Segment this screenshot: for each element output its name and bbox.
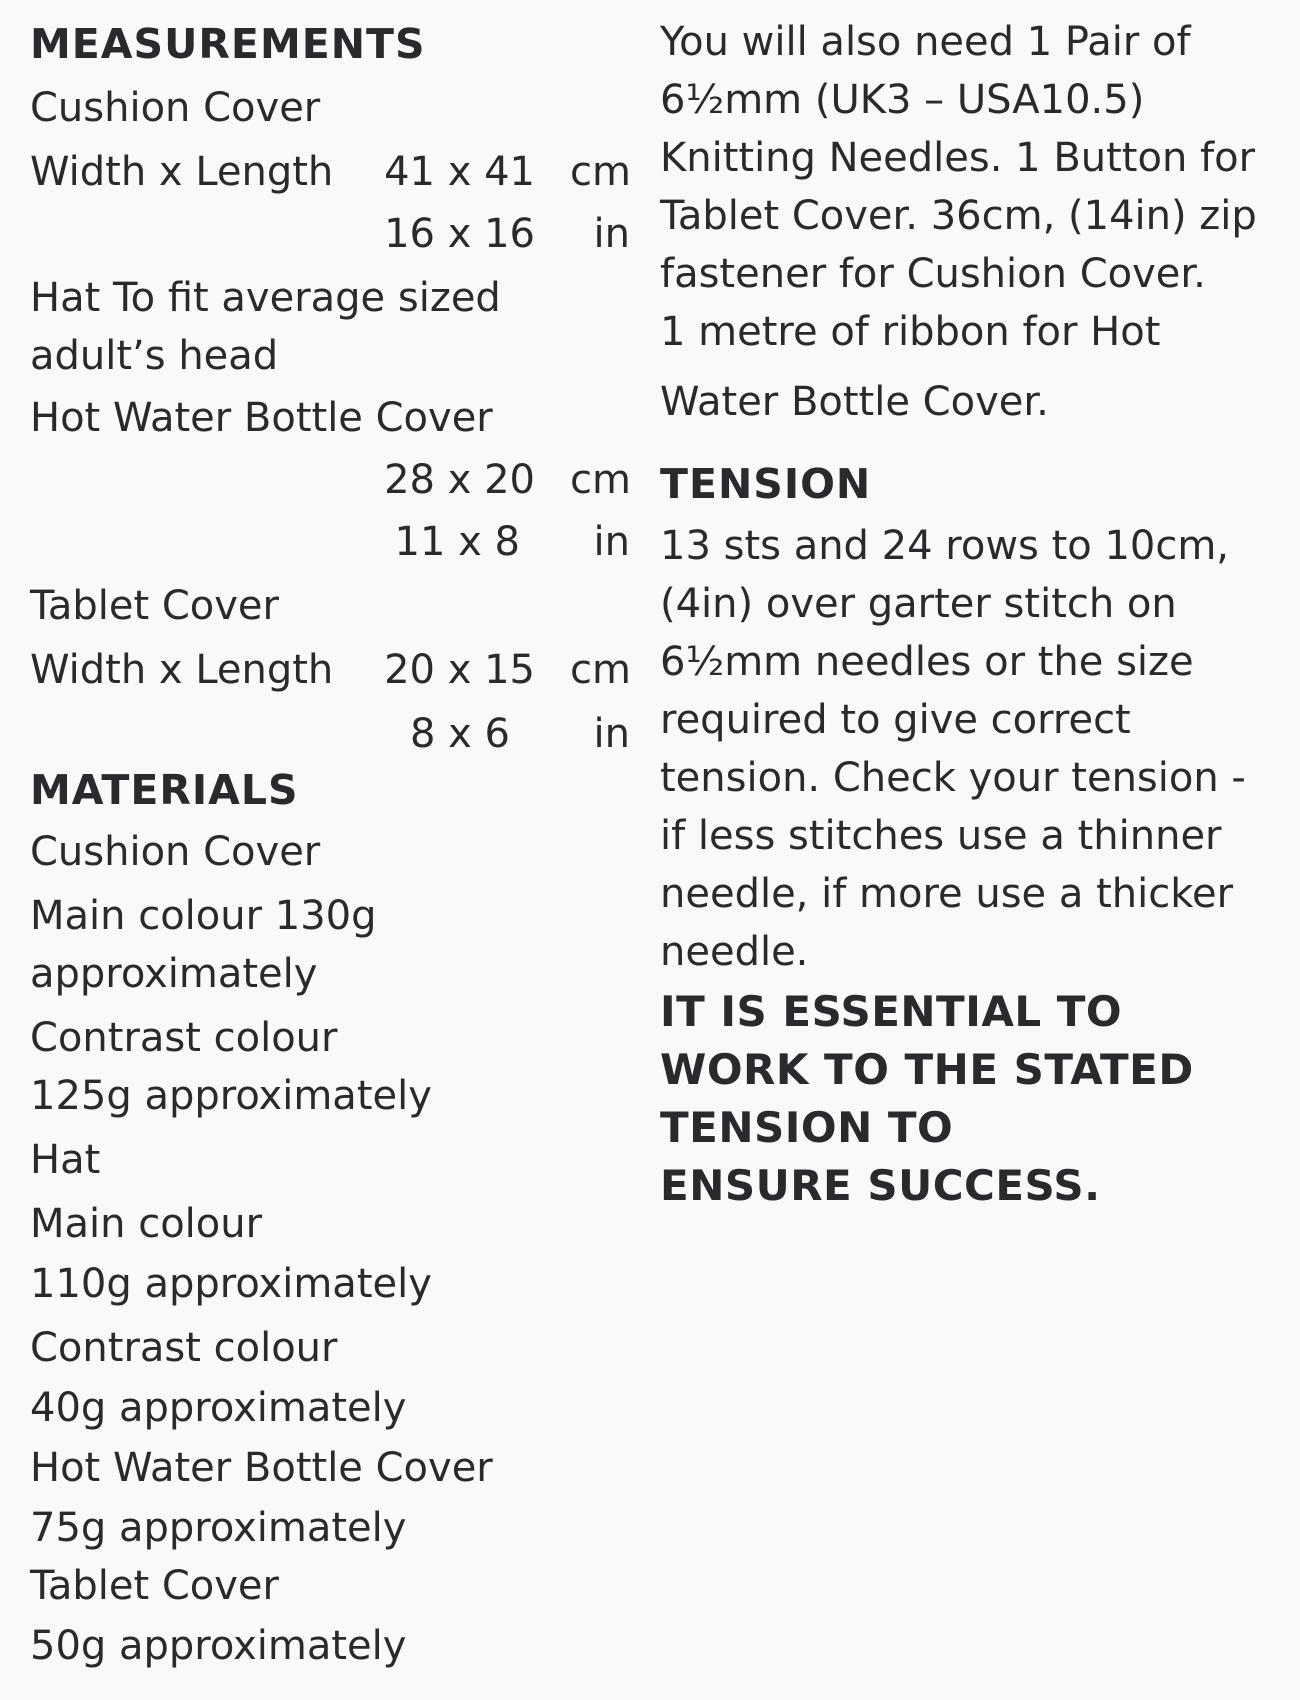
size-value: 20 x 15: [384, 647, 535, 693]
materials-line: Contrast colour: [30, 1325, 338, 1371]
size-label: Width x Length: [30, 647, 334, 693]
hat-fit-line2: adult’s head: [30, 333, 279, 379]
tension-warning-line: TENSION TO: [660, 1103, 954, 1152]
extras-line: You will also need 1 Pair of: [660, 19, 1191, 65]
extras-line: Knitting Needles. 1 Button for: [660, 135, 1256, 181]
tension-line: if less stitches use a thinner: [660, 813, 1222, 859]
hot-water-bottle-title: Hot Water Bottle Cover: [30, 395, 493, 441]
materials-heading: MATERIALS: [30, 766, 299, 814]
measurements-heading: MEASUREMENTS: [30, 20, 426, 68]
extras-line: Water Bottle Cover.: [660, 379, 1049, 425]
materials-line: Cushion Cover: [30, 829, 321, 875]
size-value: 11 x 8: [394, 519, 520, 565]
tablet-size-in-row: [30, 710, 630, 758]
materials-line: approximately: [30, 951, 318, 997]
size-unit: cm: [570, 149, 631, 195]
materials-line: Hot Water Bottle Cover: [30, 1445, 493, 1491]
size-unit: cm: [570, 457, 631, 503]
tension-line: tension. Check your tension -: [660, 755, 1246, 801]
materials-line: Main colour: [30, 1201, 263, 1247]
extras-line: 1 metre of ribbon for Hot: [660, 309, 1161, 355]
tension-heading: TENSION: [660, 460, 872, 508]
tablet-size-cm-row: [30, 646, 630, 694]
materials-line: Main colour 130g: [30, 893, 377, 939]
tension-line: 13 sts and 24 rows to 10cm,: [660, 523, 1230, 569]
hwb-size-cm-row: [30, 456, 630, 504]
size-value: 41 x 41: [384, 149, 535, 195]
hwb-size-in-row: [30, 518, 630, 566]
materials-line: 110g approximately: [30, 1261, 432, 1307]
tension-warning-line: WORK TO THE STATED: [660, 1045, 1194, 1094]
extras-line: fastener for Cushion Cover.: [660, 251, 1206, 297]
tension-line: required to give correct: [660, 697, 1131, 743]
tension-warning-line: IT IS ESSENTIAL TO: [660, 987, 1123, 1036]
size-unit: cm: [570, 647, 631, 693]
materials-line: Hat: [30, 1137, 101, 1183]
materials-line: 75g approximately: [30, 1505, 407, 1551]
extras-line: 6½mm (UK3 – USA10.5): [660, 77, 1145, 123]
cushion-cover-title: Cushion Cover: [30, 85, 321, 131]
tension-line: needle, if more use a thicker: [660, 871, 1234, 917]
size-value: 28 x 20: [384, 457, 535, 503]
tension-line: (4in) over garter stitch on: [660, 581, 1177, 627]
materials-line: Contrast colour: [30, 1015, 338, 1061]
size-value: 8 x 6: [410, 711, 510, 757]
materials-line: 40g approximately: [30, 1385, 407, 1431]
size-value: 16 x 16: [384, 211, 535, 257]
hat-fit-line1: Hat To fit average sized: [30, 275, 501, 321]
size-unit: in: [593, 211, 630, 257]
materials-line: Tablet Cover: [30, 1563, 279, 1609]
tension-line: needle.: [660, 929, 809, 975]
cushion-size-in-row: [30, 210, 630, 258]
tension-warning-line: ENSURE SUCCESS.: [660, 1161, 1101, 1210]
size-unit: in: [593, 519, 630, 565]
size-label: Width x Length: [30, 149, 334, 195]
cushion-size-cm-row: [30, 148, 630, 196]
materials-line: 50g approximately: [30, 1623, 407, 1669]
tablet-cover-title: Tablet Cover: [30, 583, 279, 629]
extras-line: Tablet Cover. 36cm, (14in) zip: [660, 193, 1257, 239]
tension-line: 6½mm needles or the size: [660, 639, 1194, 685]
materials-line: 125g approximately: [30, 1073, 432, 1119]
size-unit: in: [593, 711, 630, 757]
